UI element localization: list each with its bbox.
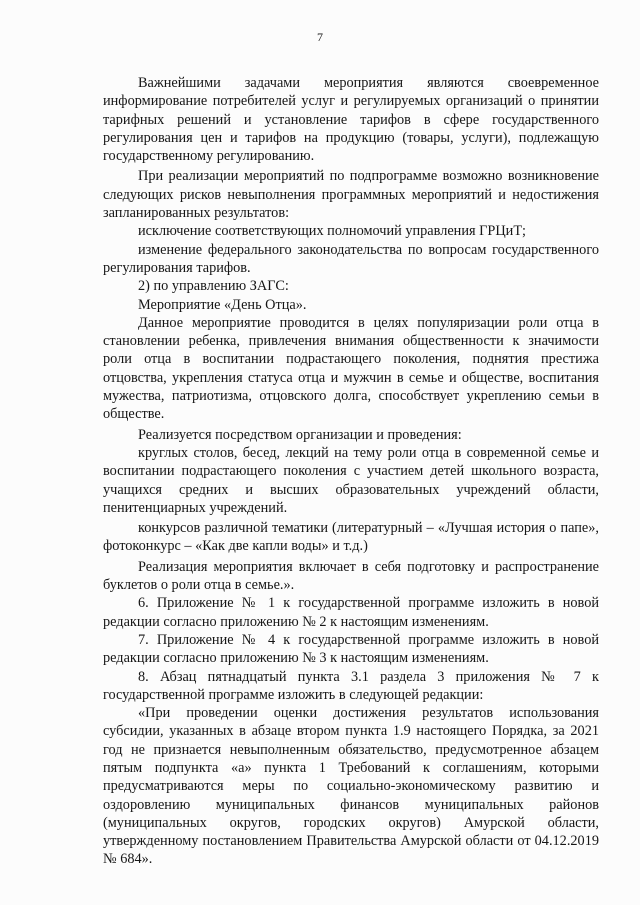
paragraph-risk-2: изменение федерального законодательства по вопросам государственного регулирования тарифов. (103, 241, 599, 276)
paragraph-item-8: 8. Абзац пятнадцатый пункта 3.1 раздела 3 приложения № 7 к государственной программе изложить в следующей редакции: (103, 668, 599, 703)
paragraph-risk-1: исключение соответствующих полномочий управления ГРЦиТ; (138, 223, 527, 240)
paragraph-event-description: Данное мероприятие проводится в целях популяризации роли отца в становлении ребенка, привлечения внимания общественности к значимости роли отца в воспитании подрастающего поколения, поднятия престижа отцовства, укрепления статуса отца и мужчин в семье и обществе, воспитания мужества, патриотизма, отцовского долга, способствует укреплению семьи в обществе. (103, 314, 599, 423)
paragraph-tasks: Важнейшими задачами мероприятия являются своевременное информирование потребителей услуг и регулируемых организаций о принятии тарифных решений и установление тарифов в сфере государственного регулирования цен и тарифов на продукцию (товары, услуги), подлежащую государственному регулированию. (103, 75, 599, 165)
paragraph-zags-heading: 2) по управлению ЗАГС: (138, 278, 289, 295)
paragraph-implementation-intro: Реализуется посредством организации и проведения: (138, 426, 462, 443)
paragraph-risks-intro: При реализации мероприятий по подпрограмме возможно возникновение следующих рисков невыполнения программных мероприятий и недостижения запланированных результатов: (103, 168, 599, 222)
paragraph-item-6: 6. Приложение № 1 к государственной программе изложить в новой редакции согласно приложению № 2 к настоящим изменениям. (103, 595, 599, 630)
paragraph-round-tables: круглых столов, бесед, лекций на тему роли отца в современной семье и воспитании подрастающего поколения с участием детей школьного возраста, учащихся средних и высших образовательных учреждений области, пенитенциарных учреждений. (103, 444, 599, 516)
paragraph-event-title: Мероприятие «День Отца». (138, 296, 307, 313)
page-number: 7 (317, 30, 323, 44)
paragraph-booklets: Реализация мероприятия включает в себя подготовку и распространение буклетов о роли отца в семье.». (103, 558, 599, 594)
paragraph-item-7: 7. Приложение № 4 к государственной программе изложить в новой редакции согласно приложению № 3 к настоящим изменениям. (103, 631, 599, 667)
paragraph-contests: конкурсов различной тематики (литературный – «Лучшая история о папе», фотоконкурс – «Как две капли воды» и т.д.) (103, 520, 599, 555)
paragraph-new-wording: «При проведении оценки достижения результатов использования субсидии, указанных в абзаце втором пункта 1.9 настоящего Порядка, за 2021 год не признается невыполненным обязательство, предусмотренное абзацем пятым подпункта «а» пункта 1 Требований к соглашениям, которыми предусматриваются меры по социально-экономическому развитию и оздоровлению муниципальных финансов муниципальных районов (муниципальных округов, городских округов) Амурской области, утвержденному постановлением Правительства Амурской области от 04.12.2019 № 684». (103, 705, 599, 868)
document-body (103, 74, 599, 869)
